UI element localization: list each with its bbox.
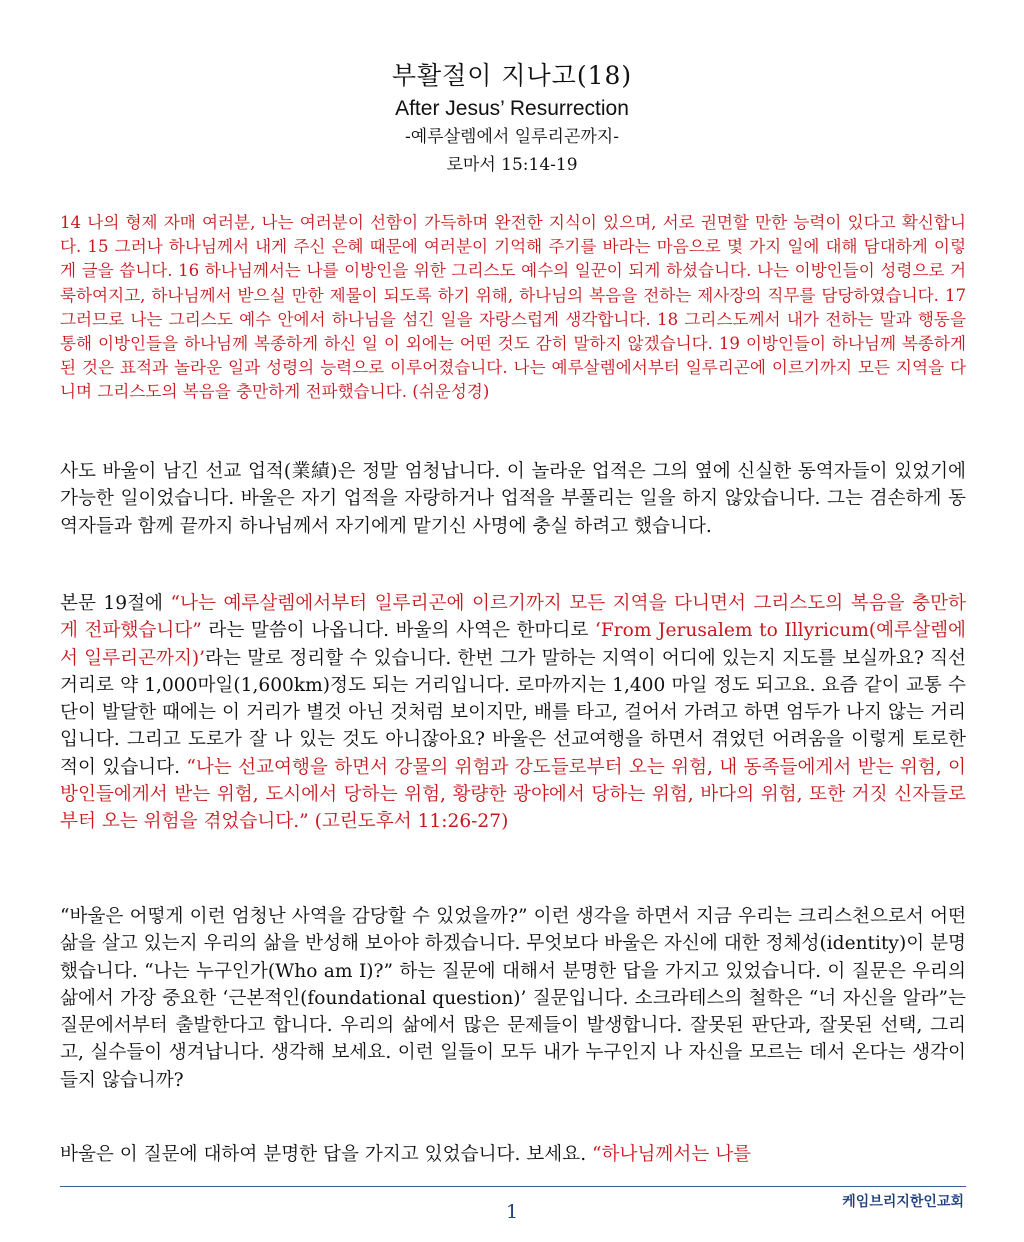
paragraph-4-text-a: 바울은 이 질문에 대하여 분명한 답을 가지고 있었습니다. 보세요. bbox=[60, 1144, 593, 1165]
paragraph-2-text-c: 라는 말씀이 나옵니다. 바울의 사역은 한마디로 bbox=[201, 620, 595, 642]
footer-divider bbox=[60, 1186, 966, 1187]
paragraph-3: “바울은 어떻게 이런 엄청난 사역을 감당할 수 있었을까?” 이런 생각을 하면서 지금 우리는 크리스천으로서 어떤 삶을 살고 있는지 우리의 삶을 반성해 보아야 하겠습니다. 무엇보다 바울은 자신에 대한 정체성(identity)이 분명했습니다. “나는 누구인가(Who am I)?” 하는 질문에 대해서 분명한 답을 가지고 있었습니다. 이 질문은 우리의 삶에서 가장 중요한 ‘근본적인(foundational question)’ 질문입니다. 소크라테스의 철학은 “너 자신을 알라”는 질문에서부터 출발한다고 합니다. 우리의 삶에서 많은 문제들이 발생합니다. 잘못된 판단과, 잘못된 선택, 그리고, 실수들이 생겨납니다. 생각해 보세요. 이런 일들이 모두 내가 누구인지 나 자신을 모르는 데서 온다는 생각이 들지 않습니까? bbox=[60, 906, 966, 1091]
page-title: 부활절이 지나고(18) bbox=[391, 61, 633, 90]
paragraph-2 bbox=[60, 590, 966, 836]
paragraph-4 bbox=[60, 1141, 966, 1168]
verse-quote: “나는 예루살렘에서부터 일루리곤에 이르기까지 모든 지역을 다니면서 그리스도의 복음을 충만하게 전파했습니다” bbox=[60, 593, 966, 642]
document-header bbox=[0, 58, 1024, 180]
hardship-citation: (고린도후서 11:26-27) bbox=[308, 811, 509, 833]
paragraph-2-text-e: 라는 말로 정리할 수 있습니다. 한번 그가 말하는 지역이 어디에 있는지 지도를 보실까요? 직선 거리로 약 1,000마일(1,600km)정도 되는 거리입니다. 로마까지는 1,400 마일 정도 되고요. 요즘 같이 교통 수단이 발달한 때에는 이 거리가 별것 아닌 것처럼 보이지만, 배를 타고, 걸어서 가려고 하면 엄두가 나지 않는 거리입니다. 그리고 도로가 잘 나 있는 것도 아니잖아요? 바울은 선교여행을 하면서 겪었던 어려움을 이렇게 토로한 적이 있습니다. bbox=[60, 647, 966, 778]
paragraph-2-text-a: 본문 19절에 bbox=[60, 593, 171, 614]
page-number: 1 bbox=[505, 1201, 519, 1223]
church-name: 케임브리지한인교회 bbox=[842, 1194, 964, 1210]
ministry-summary-quote: ‘From Jerusalem to Illyricum(예루살렘에서 일루리곤까지)’ bbox=[60, 620, 966, 669]
scripture-reference: 로마서 15:14-19 bbox=[446, 155, 578, 175]
english-subtitle: After Jesus’ Resurrection bbox=[395, 97, 629, 120]
scripture-passage: 14 나의 형제 자매 여러분, 나는 여러분이 선함이 가득하며 완전한 지식이 있으며, 서로 권면할 만한 능력이 있다고 확신합니다. 15 그러나 하나님께서 내게 주신 은혜 때문에 여러분이 기억해 주기를 바라는 마음으로 몇 가지 일에 대해 담대하게 이렇게 글을 씁니다. 16 하나님께서는 나를 이방인을 위한 그리스도 예수의 일꾼이 되게 하셨습니다. 나는 이방인들이 성령으로 거룩하여지고, 하나님께서 받으실 만한 제물이 되도록 하기 위해, 하나님의 복음을 전하는 제사장의 직무를 담당하였습니다. 17 그러므로 나는 그리스도 예수 안에서 하나님을 섬긴 일을 자랑스럽게 생각합니다. 18 그리스도께서 내가 전하는 말과 행동을 통해 이방인들을 하나님께 복종하게 하신 일 이 외에는 어떤 것도 감히 말하지 않겠습니다. 19 이방인들이 하나님께 복종하게 된 것은 표적과 놀라운 일과 성령의 능력으로 이루어졌습니다. 나는 예루살렘에서부터 일루리곤에 이르기까지 모든 지역을 다니며 그리스도의 복음을 충만하게 전파했습니다. (쉬운성경) bbox=[60, 213, 966, 402]
hardship-quote: “나는 선교여행을 하면서 강물의 위험과 강도들로부터 오는 위험, 내 동족들에게서 받는 위험, 이방인들에게서 받는 위험, 도시에서 당하는 위험, 황량한 광야에서 당하는 위험, 바다의 위험, 또한 거짓 신자들로부터 오는 위험을 겪었습니다.” bbox=[60, 756, 966, 833]
paragraph-1: 사도 바울이 남긴 선교 업적(業績)은 정말 엄청납니다. 이 놀라운 업적은 그의 옆에 신실한 동역자들이 있었기에 가능한 일이었습니다. 바울은 자기 업적을 자랑하거나 업적을 부풀리는 일을 하지 않았습니다. 그는 겸손하게 동역자들과 함께 끝까지 하나님께서 자기에게 맡기신 사명에 충실 하려고 했습니다. bbox=[60, 461, 966, 537]
paragraph-4-quote: “하나님께서는 나를 bbox=[592, 1144, 752, 1165]
korean-subtitle: -예루살렘에서 일루리곤까지- bbox=[405, 127, 619, 147]
